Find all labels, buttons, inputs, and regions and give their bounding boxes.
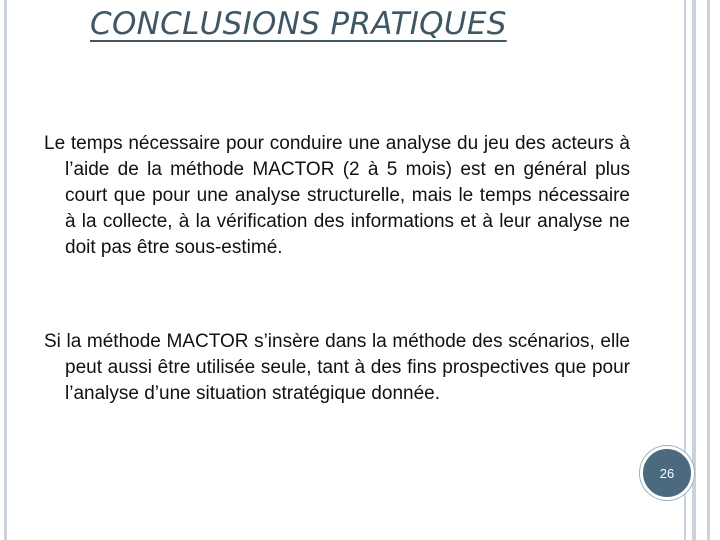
paragraph-duration: Le temps nécessaire pour conduire une analyse du jeu des acteurs à l’aide de la méthode MACTOR (2 à 5 mois) est en général plus court que pour une analyse structurelle, mais le temps nécessaire à la collecte, à la vérification des informations et à leur analyse ne doit pas être sous-estimé. [44,133,630,258]
left-decorative-rule [4,0,7,540]
right-decorative-rule-3 [707,0,710,540]
paragraph-usage: Si la méthode MACTOR s’insère dans la méthode des scénarios, elle peut aussi être utilisée seule, tant à des fins prospectives que pour l’analyse d’une situation stratégique donnée. [44,331,630,404]
page-number-badge [640,446,694,500]
right-decorative-rule-2 [692,0,696,540]
slide-title: CONCLUSIONS PRATIQUES [90,6,507,42]
page-number: 26 [659,465,675,481]
